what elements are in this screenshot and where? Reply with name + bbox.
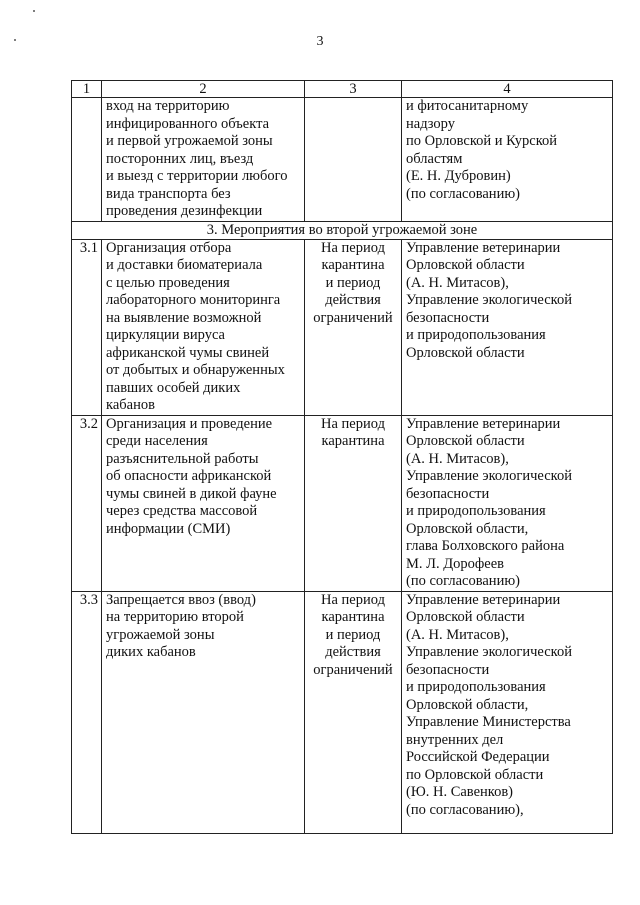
measure-cell: Организация и проведение среди населения разъяснительной работы об опасности африканской чумы свиней в дикой фауне через средства массовой информации (СМИ) [102,415,305,591]
row-number: 3.3 [72,591,102,833]
scan-speck [33,10,35,12]
table-header-row [72,81,613,98]
row-number: 3.2 [72,415,102,591]
column-header: 4 [402,81,613,98]
table-row [72,415,613,591]
column-header: 1 [72,81,102,98]
responsible-cell: Управление ветеринарии Орловской области (А. Н. Митасов), Управление экологической безопасности и природопользования Орловской области [402,239,613,415]
responsible-cell: Управление ветеринарии Орловской области (А. Н. Митасов), Управление экологической безопасности и природопользования Орловской области, Управление Министерства внутренних дел Российской Федерации по Орловской области (Ю. Н. Савенков) (по согласованию), [402,591,613,833]
responsible-cell: Управление ветеринарии Орловской области (А. Н. Митасов), Управление экологической безопасности и природопользования Орловской области, глава Болховского района М. Л. Дорофеев (по согласованию) [402,415,613,591]
table-row [72,591,613,833]
responsible-cell: и фитосанитарному надзору по Орловской и Курской областям (Е. Н. Дубровин) (по согласованию) [402,98,613,222]
term-cell: На период карантина и период действия ограничений [305,239,402,415]
section-title: 3. Мероприятия во второй угрожаемой зоне [72,221,613,239]
row-number: 3.1 [72,239,102,415]
measure-cell: вход на территорию инфицированного объекта и первой угрожаемой зоны посторонних лиц, въезд и выезд с территории любого вида транспорта без проведения дезинфекции [102,98,305,222]
table-row [72,98,613,222]
measure-cell: Организация отбора и доставки биоматериала с целью проведения лабораторного мониторинга на выявление возможной циркуляции вируса африканской чумы свиней от добытых и обнаруженных павших особей диких кабанов [102,239,305,415]
measure-cell: Запрещается ввоз (ввод) на территорию второй угрожаемой зоны диких кабанов [102,591,305,833]
term-cell: На период карантина и период действия ограничений [305,591,402,833]
section-row [72,221,613,239]
term-cell [305,98,402,222]
table-row [72,239,613,415]
row-number [72,98,102,222]
page-number: 3 [316,34,324,49]
term-cell: На период карантина [305,415,402,591]
column-header: 3 [305,81,402,98]
column-header: 2 [102,81,305,98]
measures-table [71,80,613,834]
